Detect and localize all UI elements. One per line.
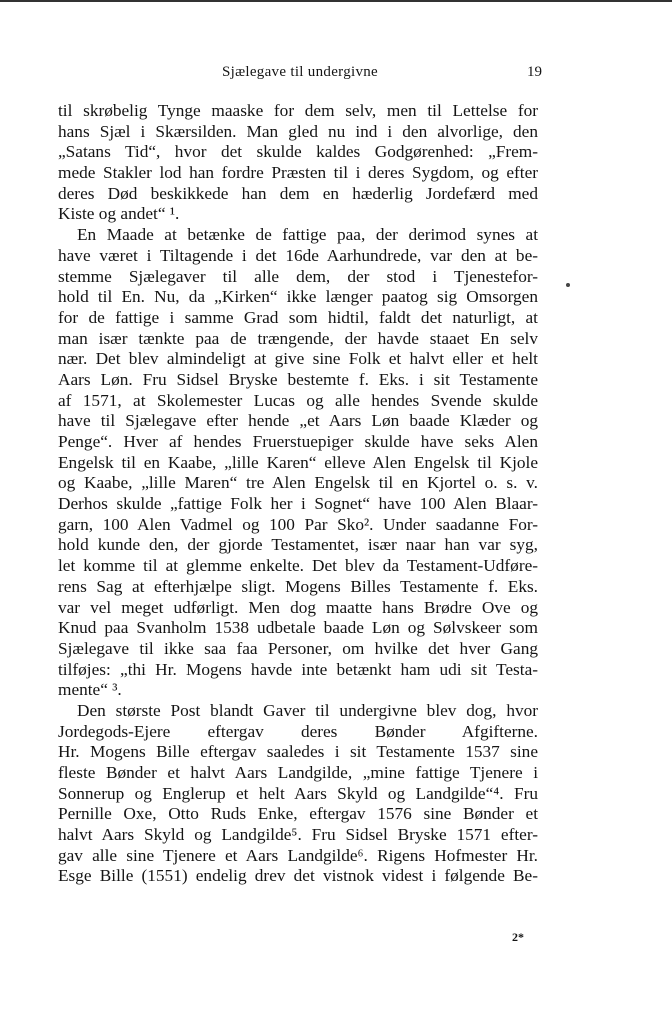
text-line: Engelsk til en Kaabe, „lille Karen“ elleve Alen Engelsk til Kjole [58, 452, 538, 472]
page-number: 19 [527, 64, 542, 80]
text-line: man især tænkte paa de trængende, der havde staaet En selv [58, 328, 538, 348]
text-line: til skrøbelig Tynge maaske for dem selv, men til Lettelse for [58, 101, 538, 120]
text-line: Pernille Oxe, Otto Ruds Enke, eftergav 1576 sine Bønder et [58, 804, 538, 824]
text-line: Sjælegave til ikke saa faa Personer, om hvilke det hver Gang [58, 638, 538, 658]
text-line: hold til En. Nu, da „Kirken“ ikke længer paatog sig Omsorgen [58, 287, 538, 307]
text-line: garn, 100 Alen Vadmel og 100 Par Sko². Under saadanne For- [58, 514, 538, 534]
text-line: rens Sag at efterhjælpe sligt. Mogens Billes Testamente f. Eks. [58, 576, 538, 596]
text-line: gav alle sine Tjenere et Aars Landgilde⁶. Rigens Hofmester Hr. [58, 845, 538, 865]
text-line: Kiste og andet“ ¹. [58, 204, 180, 224]
text-line: mede Stakler lod han fordre Præsten til i deres Sygdom, og efter [58, 163, 538, 183]
text-line: nær. Det blev almindeligt at give sine Folk et halvt eller et helt [58, 349, 538, 369]
page-header [58, 64, 542, 86]
text-line: „Satans Tid“, hvor det skulde kaldes Godgørenhed: „Frem- [58, 142, 538, 162]
text-line: Den største Post blandt Gaver til undergivne blev dog, hvor [77, 700, 538, 720]
text-line: hans Sjæl i Skærsilden. Man gled nu ind i den alvorlige, den [58, 121, 538, 141]
signature-mark: 2* [512, 930, 524, 944]
text-line: Knud paa Svanholm 1538 udbetale baade Løn og Sølvskeer som [58, 618, 538, 638]
text-line: Aars Løn. Fru Sidsel Bryske bestemte f. Eks. i sit Testamente [58, 369, 538, 389]
text-line: Hr. Mogens Bille eftergav saaledes i sit Testamente 1537 sine [58, 742, 538, 762]
text-line: deres Død beskikkede han dem en hæderlig Jordefærd med [58, 183, 538, 203]
text-line: tilføjes: „thi Hr. Mogens havde inte betænkt ham udi sit Testa- [58, 659, 538, 679]
text-line: Jordegods-Ejere eftergav deres Bønder Afgifterne. [58, 721, 538, 741]
text-line: Sonnerup og Englerup et helt Aars Skyld og Landgilde“⁴. Fru [58, 783, 538, 803]
body-text [58, 101, 538, 887]
text-line: Penge“. Hver af hendes Fruerstuepiger skulde have seks Alen [58, 432, 538, 451]
text-line: let komme til at glemme enkelte. Det blev da Testament-Udføre- [58, 556, 538, 576]
text-line: og Kaabe, „lille Maren“ tre Alen Engelsk til en Kjortel o. s. v. [58, 473, 538, 493]
text-line: Esge Bille (1551) endelig drev det vistnok videst i følgende Be- [58, 866, 538, 886]
text-line: fleste Bønder et halvt Aars Landgilde, „mine fattige Tjenere i [58, 763, 538, 782]
top-border-rule [0, 0, 672, 2]
text-line: mente“ ³. [58, 680, 122, 700]
text-line: Derhos skulde „fattige Folk her i Sognet“ have 100 Alen Blaar- [58, 494, 538, 514]
text-line: halvt Aars Skyld og Landgilde⁵. Fru Sidsel Bryske 1571 efter- [58, 825, 538, 845]
text-line: var vel meget udførligt. Men dog maatte hans Brødre Ove og [58, 597, 538, 617]
margin-dot-mark [566, 283, 570, 287]
text-line: for de fattige i samme Grad som hidtil, faldt det naturligt, at [58, 307, 538, 327]
text-line: hold kunde den, der gjorde Testamentet, især naar han var syg, [58, 535, 538, 555]
text-line: af 1571, at Skolemester Lucas og alle hendes Svende skulde [58, 390, 538, 410]
text-line: have været i Tiltagende i det 16de Aarhundrede, var den at be- [58, 245, 538, 265]
text-line: have til Sjælegave efter hende „et Aars Løn baade Klæder og [58, 411, 538, 431]
running-title: Sjælegave til undergivne [221, 64, 379, 80]
text-line: En Maade at betænke de fattige paa, der derimod synes at [77, 225, 538, 245]
text-line: stemme Sjælegaver til alle dem, der stod i Tjenestefor- [58, 266, 538, 286]
